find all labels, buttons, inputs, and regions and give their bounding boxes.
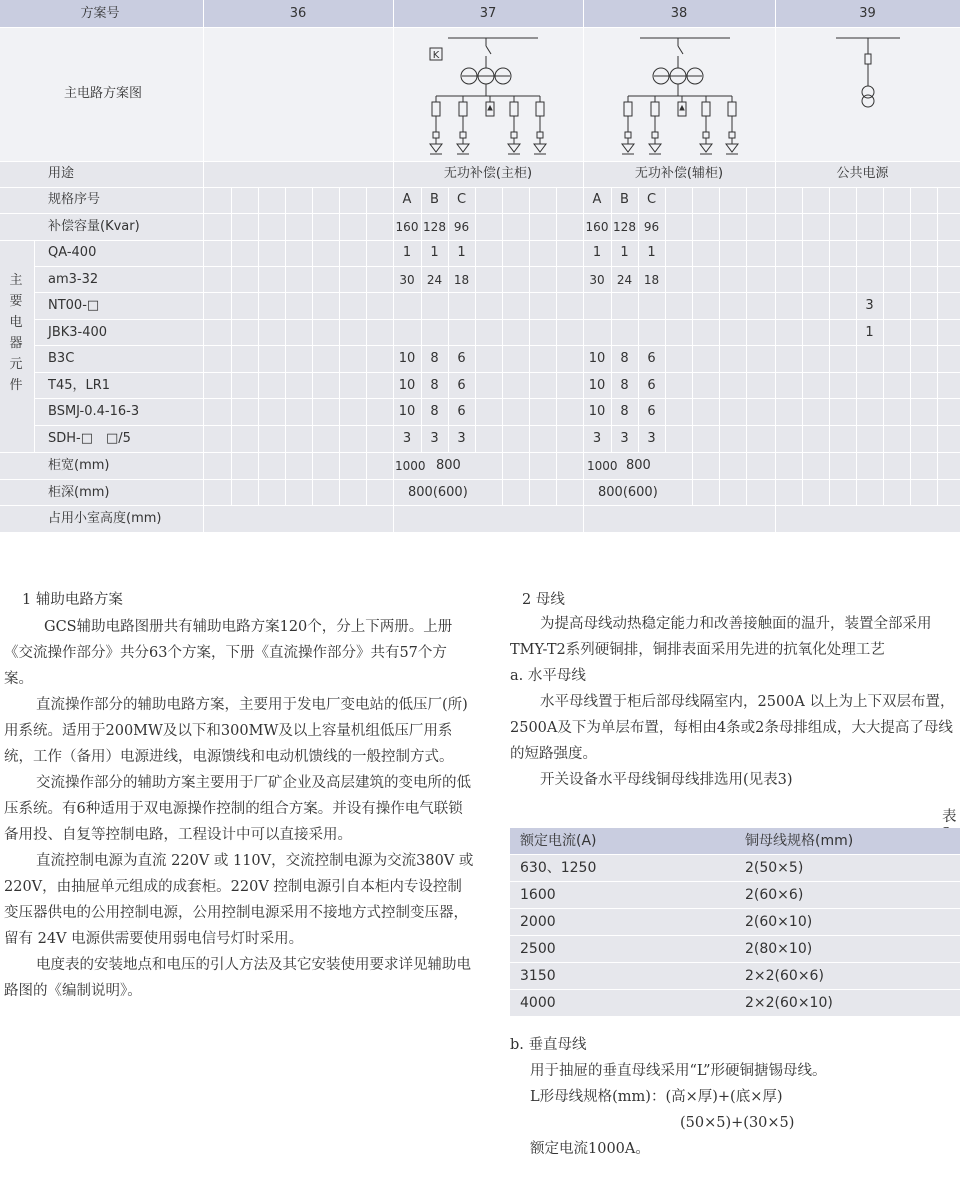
element-value-37: 1 bbox=[430, 245, 439, 260]
col-header-39: 39 bbox=[859, 6, 876, 21]
table3-header bbox=[510, 828, 960, 854]
element-value-37: 3 bbox=[457, 431, 466, 446]
busbar-title: 2 母线 bbox=[522, 592, 565, 608]
element-value-38: 1 bbox=[620, 245, 629, 260]
col-header-37: 37 bbox=[479, 6, 497, 21]
element-value-37: 18 bbox=[453, 273, 470, 287]
width-38-b: 800 bbox=[626, 458, 651, 473]
table3-row bbox=[510, 908, 960, 935]
table3-cell-current: 1600 bbox=[520, 887, 556, 903]
purpose-37: 无功补偿(主柜) bbox=[443, 166, 533, 181]
table3-cell-current: 3150 bbox=[520, 968, 556, 984]
element-value-37: 1 bbox=[457, 245, 466, 260]
element-value-38: 3 bbox=[647, 431, 656, 446]
element-value-38: 1 bbox=[647, 245, 656, 260]
aux-circuit-title: 1 辅助电路方案 bbox=[22, 592, 123, 608]
element-name: JBK3-400 bbox=[48, 325, 108, 340]
left-paragraph-5: 电度表的安装地点和电压的引人方法及其它安装使用要求详见辅助电路图的《编制说明》。 bbox=[4, 957, 471, 999]
width-37-a: 1000 bbox=[395, 459, 426, 473]
element-name: NT00-□ bbox=[48, 298, 100, 313]
element-value-38: 3 bbox=[620, 431, 629, 446]
main-circuit-diagram-label: 主电路方案图 bbox=[64, 86, 143, 101]
table3-cell-current: 2500 bbox=[520, 941, 556, 957]
main-elements-label: 主 要 电 器 元 件 bbox=[9, 273, 23, 393]
right-paragraph-6: (50×5)+(30×5) bbox=[680, 1115, 795, 1131]
element-value-39: 3 bbox=[865, 298, 874, 313]
cap-38-b: 128 bbox=[613, 220, 636, 234]
element-value-38: 8 bbox=[620, 378, 629, 393]
element-value-38: 3 bbox=[592, 431, 602, 446]
scheme-table bbox=[0, 0, 960, 532]
table3-cell-current: 2000 bbox=[520, 914, 556, 930]
cap-37-c: 96 bbox=[453, 220, 470, 234]
scheme-number-label: 方案号 bbox=[80, 6, 120, 21]
spec-37-a: A bbox=[402, 192, 412, 207]
element-name: QA-400 bbox=[48, 245, 97, 260]
purpose-39: 公共电源 bbox=[836, 166, 889, 181]
table3-row bbox=[510, 962, 960, 989]
table3-cell-spec: 2×2(60×6) bbox=[745, 968, 824, 984]
left-paragraph-2: 直流操作部分的辅助电路方案，主要用于发电厂变电站的低压厂(所)用系统。适用于200MW及以下和300MW及以上容量机组低压厂用系统，工作（备用）电源进线，电源馈线和电动机馈线的一般控制方式。 bbox=[4, 697, 468, 765]
spec-38-c: C bbox=[646, 192, 657, 207]
table3-cell-current: 630、1250 bbox=[520, 860, 597, 876]
table3-header-spec: 铜母线规格(mm) bbox=[745, 833, 854, 849]
element-value-37: 24 bbox=[426, 273, 443, 287]
cap-37-a: 160 bbox=[395, 220, 419, 234]
left-body bbox=[4, 614, 474, 1004]
element-name: B3C bbox=[48, 351, 75, 366]
table3-cell-current: 4000 bbox=[520, 995, 556, 1011]
element-value-38: 10 bbox=[588, 404, 606, 419]
element-value-37: 1 bbox=[402, 245, 412, 260]
purpose-38: 无功补偿(辅柜) bbox=[634, 166, 724, 181]
vertical-busbar-subtitle: b. 垂直母线 bbox=[510, 1037, 587, 1053]
spec-37-b: B bbox=[430, 192, 439, 207]
height-label: 占用小室高度(mm) bbox=[48, 511, 162, 526]
cap-37-b: 128 bbox=[423, 220, 446, 234]
element-value-37: 6 bbox=[457, 351, 466, 366]
element-value-37: 3 bbox=[430, 431, 439, 446]
element-name: am3-32 bbox=[48, 272, 99, 287]
element-value-37: 3 bbox=[402, 431, 412, 446]
spec-38-b: B bbox=[620, 192, 629, 207]
element-value-38: 1 bbox=[592, 245, 602, 260]
width-38-a: 1000 bbox=[587, 459, 618, 473]
diagram-k-box-label: K bbox=[432, 50, 440, 61]
col-header-38: 38 bbox=[670, 6, 688, 21]
width-label: 柜宽(mm) bbox=[48, 458, 110, 473]
element-value-37: 10 bbox=[398, 351, 416, 366]
element-value-38: 10 bbox=[588, 378, 606, 393]
element-value-37: 10 bbox=[398, 404, 416, 419]
busbar-spec-table bbox=[510, 828, 960, 1016]
element-value-38: 18 bbox=[643, 273, 660, 287]
capacity-label: 补偿容量(Kvar) bbox=[48, 219, 140, 234]
table3-cell-spec: 2(60×6) bbox=[745, 887, 804, 903]
element-value-38: 10 bbox=[588, 351, 606, 366]
element-value-37: 30 bbox=[399, 273, 415, 287]
element-value-38: 8 bbox=[620, 351, 629, 366]
element-name: T45，LR1 bbox=[48, 378, 111, 393]
left-paragraph-4: 直流控制电源为直流 220V 或 110V，交流控制电源为交流380V 或 220V，由抽屉单元组成的成套柜。220V 控制电源引自本柜内专设控制变压器供电的公用控制电源，公用控制电源采用不接地方式控制变压器，留有 24V 电源供需要使用弱电信号灯时采用。 bbox=[4, 853, 474, 947]
right-body-2 bbox=[510, 1032, 960, 1162]
element-value-38: 6 bbox=[647, 351, 656, 366]
table3-row bbox=[510, 881, 960, 908]
element-value-38: 6 bbox=[647, 378, 656, 393]
element-value-37: 8 bbox=[430, 404, 439, 419]
element-value-37: 8 bbox=[430, 378, 439, 393]
depth-label: 柜深(mm) bbox=[48, 485, 110, 500]
table3-row bbox=[510, 854, 960, 881]
right-paragraph-2: 水平母线置于柜后部母线隔室内，2500A 以上为上下双层布置，2500A及下为单层布置，每相由4条或2条母排组成，大大提高了母线的短路强度。 bbox=[510, 694, 955, 762]
circuit-diagram-37 bbox=[428, 30, 558, 160]
element-value-39: 1 bbox=[865, 325, 874, 340]
spec-38-a: A bbox=[592, 192, 602, 207]
cap-38-a: 160 bbox=[585, 220, 609, 234]
element-value-37: 6 bbox=[457, 404, 466, 419]
table3-row bbox=[510, 935, 960, 962]
circuit-diagram-39 bbox=[830, 30, 910, 120]
circuit-diagram-38 bbox=[620, 30, 750, 160]
right-paragraph-3: 开关设备水平母线铜母线排选用(见表3) bbox=[540, 772, 793, 788]
element-value-37: 10 bbox=[398, 378, 416, 393]
right-body-1 bbox=[510, 611, 960, 793]
table3-caption: 表 bbox=[942, 809, 957, 825]
cap-38-c: 96 bbox=[643, 220, 660, 234]
width-37-b: 800 bbox=[436, 458, 461, 473]
right-paragraph-1: 为提高母线动热稳定能力和改善接触面的温升，装置全部采用TMY-T2系列硬铜排，铜排表面采用先进的抗氧化处理工艺 bbox=[510, 616, 932, 658]
table3-cell-spec: 2(60×10) bbox=[745, 914, 813, 930]
right-paragraph-7: 额定电流1000A。 bbox=[530, 1141, 650, 1157]
left-paragraph-1: GCS辅助电路图册共有辅助电路方案120个，分上下两册。上册《交流操作部分》共分63个方案，下册《直流操作部分》共有57个方案。 bbox=[4, 619, 453, 687]
table3-header-current: 额定电流(A) bbox=[520, 833, 597, 849]
depth-38: 800(600) bbox=[598, 485, 658, 500]
col-header-36: 36 bbox=[289, 6, 307, 21]
element-value-38: 30 bbox=[589, 273, 605, 287]
table3-cell-spec: 2(80×10) bbox=[745, 941, 813, 957]
spec-37-c: C bbox=[456, 192, 467, 207]
right-paragraph-5: L形母线规格(mm)：(高×厚)+(底×厚) bbox=[530, 1089, 783, 1105]
element-name: BSMJ-0.4-16-3 bbox=[48, 404, 140, 419]
element-value-38: 24 bbox=[616, 273, 633, 287]
purpose-label: 用途 bbox=[48, 166, 75, 181]
element-value-38: 6 bbox=[647, 404, 656, 419]
table3-row bbox=[510, 989, 960, 1016]
right-paragraph-4: 用于抽屉的垂直母线采用“L”形硬铜搪锡母线。 bbox=[530, 1063, 827, 1079]
table3-cell-spec: 2(50×5) bbox=[745, 860, 804, 876]
table3-cell-spec: 2×2(60×10) bbox=[745, 995, 833, 1011]
spec-label: 规格序号 bbox=[48, 192, 101, 207]
left-paragraph-3: 交流操作部分的辅助方案主要用于厂矿企业及高层建筑的变电所的低压系统。有6种适用于双电源操作控制的组合方案。并设有操作电气联锁备用投、自复等控制电路，工程设计中可以直接采用。 bbox=[4, 775, 471, 843]
element-name: SDH-□ □/5 bbox=[48, 431, 131, 446]
element-value-37: 8 bbox=[430, 351, 439, 366]
element-value-37: 6 bbox=[457, 378, 466, 393]
depth-37: 800(600) bbox=[408, 485, 468, 500]
horizontal-busbar-subtitle: a. 水平母线 bbox=[510, 668, 586, 684]
element-value-38: 8 bbox=[620, 404, 629, 419]
